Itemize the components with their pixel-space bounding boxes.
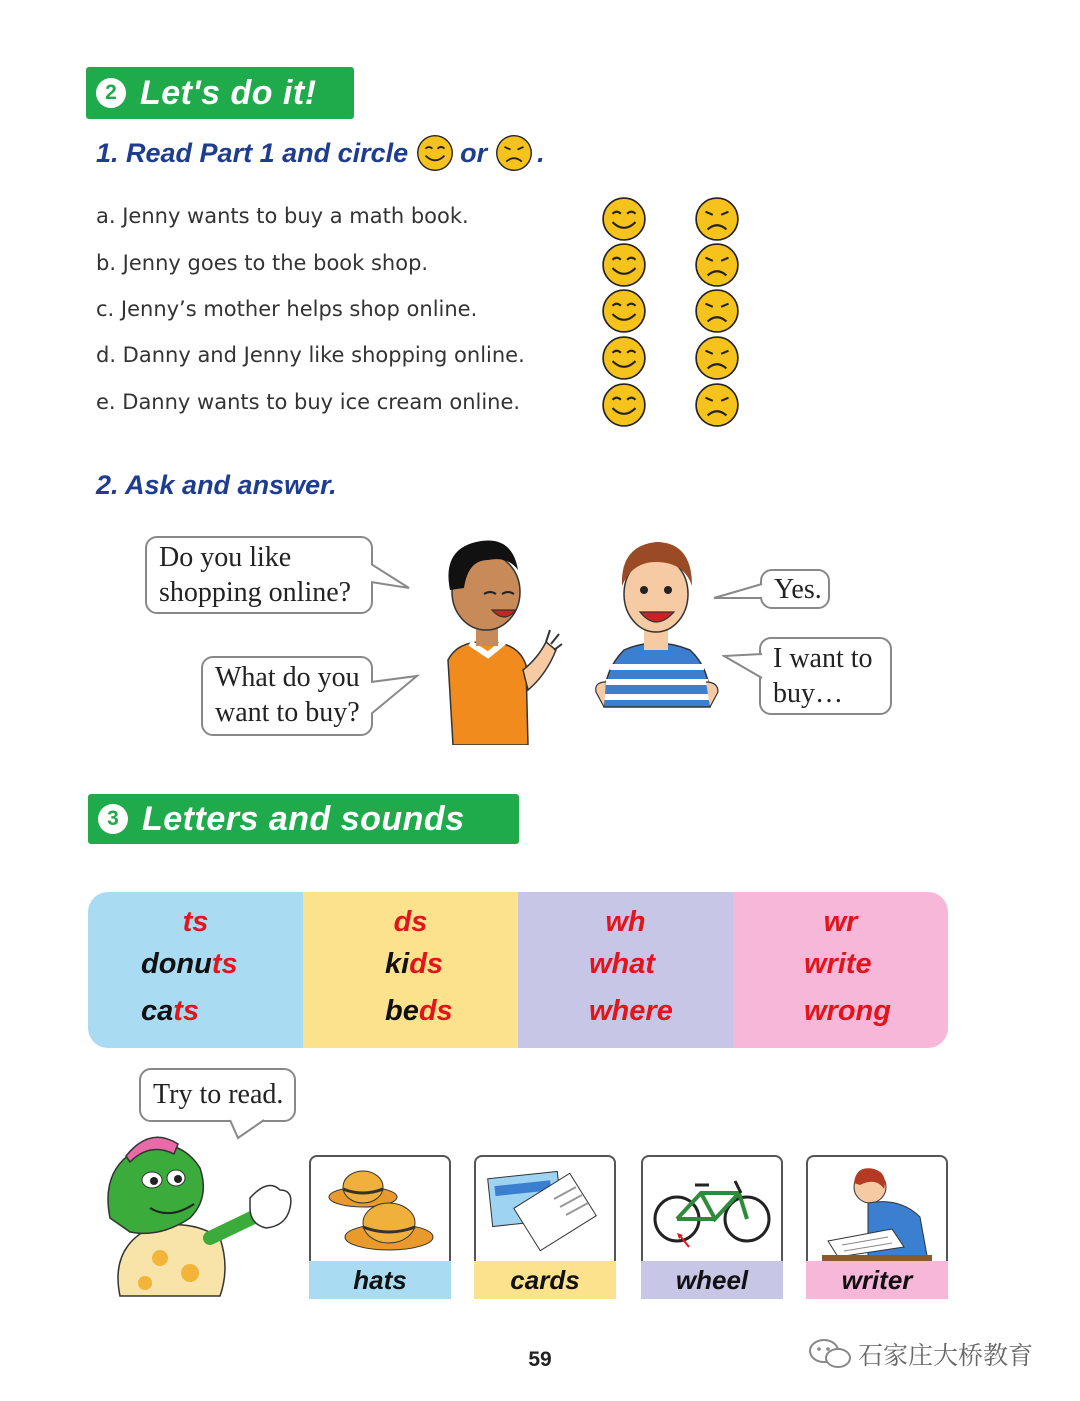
section-2-title: Let's do it! [140,73,317,112]
word-highlight: ds [409,948,444,980]
word [804,948,872,981]
page-number: 59 [528,1348,552,1371]
wechat-icon [808,1337,852,1371]
word [804,995,891,1028]
wheel-picture [641,1155,783,1263]
task-2-heading: 2. Ask and answer. [96,470,337,500]
word-highlight: ds [418,995,453,1027]
boy-striped-shirt-illustration [594,532,719,722]
statement-d: d. Danny and Jenny like shopping online. [96,343,525,367]
smiley-face-icon[interactable] [601,335,647,381]
bubble-line: want to buy? [215,697,360,728]
speech-bubble-question-2 [201,656,373,736]
word-part: ca [141,995,174,1027]
smiley-face-icon [416,134,454,172]
sad-face-icon[interactable] [694,335,740,381]
bubble-tail [712,582,764,604]
card-label: writer [806,1261,948,1299]
word-part: donu [141,948,212,980]
watermark-text: 石家庄大桥教育 [858,1341,1034,1370]
writer-icon [808,1157,946,1263]
speech-bubble-question-1 [145,536,373,614]
sad-face-icon [495,134,533,172]
bicycle-icon [643,1157,781,1263]
boy-orange-shirt-illustration [428,530,563,745]
section-3-number: 3 [98,804,128,834]
task-1-or: or [460,137,488,168]
picture-card-wheel[interactable] [641,1155,783,1299]
task-1-heading [96,134,545,172]
bubble-line: Yes. [774,574,822,605]
picture-card-cards[interactable] [474,1155,616,1299]
bubble-tail [371,560,413,594]
word [141,995,199,1028]
statement-c: c. Jenny’s mother helps shop online. [96,297,478,321]
word [385,948,443,981]
word-highlight: wh [589,995,630,1027]
section-2-number: 2 [96,78,126,108]
word-part: ong [837,995,891,1027]
cards-picture [474,1155,616,1263]
word [589,948,655,981]
smiley-face-icon[interactable] [601,196,647,242]
bubble-line: buy… [773,678,843,709]
statement-a: a. Jenny wants to buy a math book. [96,204,469,228]
smiley-face-icon[interactable] [601,288,647,334]
sad-face-icon[interactable] [694,382,740,428]
bubble-line: What do you [215,662,360,693]
card-label: hats [309,1261,451,1299]
speech-bubble-answer-1 [760,569,830,609]
word [385,995,453,1028]
letter-pattern: wh [605,906,646,938]
section-3-banner [88,794,519,844]
letter-column-ts [88,892,303,1048]
picture-card-hats[interactable] [309,1155,451,1299]
picture-card-writer[interactable] [806,1155,948,1299]
letter-column-wr [733,892,948,1048]
card-label: wheel [641,1261,783,1299]
word-part: ere [629,995,673,1027]
task-1-suffix: . [537,137,545,168]
word-highlight: wr [804,948,838,980]
hats-picture [309,1155,451,1263]
word-part: ki [385,948,410,980]
word-highlight: wh [589,948,630,980]
card-label: cards [474,1261,616,1299]
hats-icon [311,1157,449,1263]
smiley-face-icon[interactable] [601,242,647,288]
sad-face-icon[interactable] [694,288,740,334]
word-part: at [629,948,656,980]
letter-pattern: wr [823,906,858,938]
statement-e: e. Danny wants to buy ice cream online. [96,390,521,414]
sad-face-icon[interactable] [694,196,740,242]
word [141,948,238,981]
smiley-face-icon[interactable] [601,382,647,428]
letter-pattern: ds [393,906,428,938]
sad-face-icon[interactable] [694,242,740,288]
word-highlight: ts [211,948,238,980]
section-2-banner [86,67,354,119]
bubble-line: shopping online? [159,577,352,608]
bubble-line: Try to read. [153,1079,284,1110]
word-highlight: wr [804,995,838,1027]
dinosaur-mascot-illustration [90,1128,300,1298]
letter-column-ds [303,892,518,1048]
speech-bubble-try-to-read [139,1068,296,1122]
bubble-line: I want to [773,643,873,674]
bubble-line: Do you like [159,542,292,573]
postcards-icon [476,1157,614,1263]
task-1-prefix: 1. Read Part 1 and circle [96,137,409,168]
letter-column-wh [518,892,733,1048]
section-3-title: Letters and sounds [142,799,465,838]
word-highlight: ts [173,995,200,1027]
bubble-tail [371,674,421,718]
letter-pattern: ts [182,906,209,938]
watermark [808,1336,1033,1372]
word-part: be [385,995,419,1027]
statement-b: b. Jenny goes to the book shop. [96,251,429,275]
speech-bubble-answer-2 [759,637,892,715]
bubble-tail [722,652,764,682]
word-part: ite [837,948,872,980]
word [589,995,673,1028]
writer-picture [806,1155,948,1263]
letters-sounds-table [88,892,948,1048]
